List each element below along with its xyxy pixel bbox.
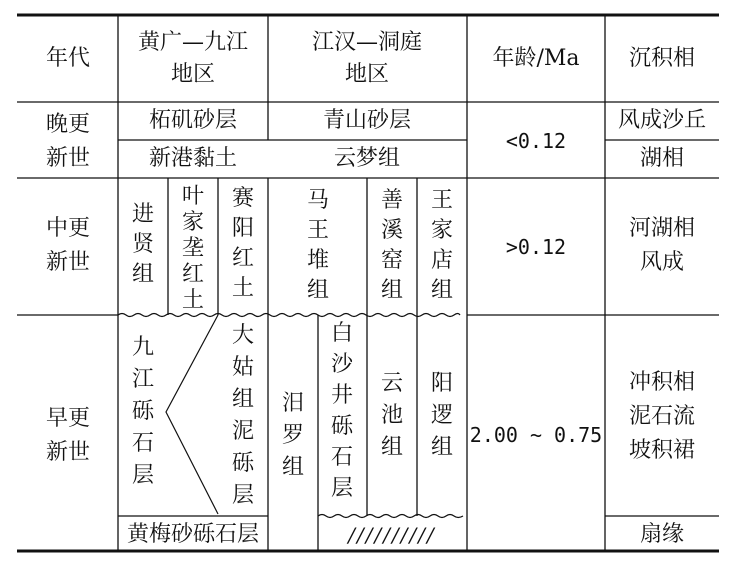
header-era: 年代 xyxy=(45,46,91,71)
header-region-b-line1: 江汉—洞庭 xyxy=(311,30,423,55)
middle-region-a-col-3: 赛阳红土 xyxy=(231,186,254,301)
early-facies-line3: 坡积裙 xyxy=(628,438,696,463)
early-facies-bottom: 扇缘 xyxy=(639,522,685,547)
late-region-b-lower: 云梦组 xyxy=(333,146,401,171)
header-region-a-line2: 地区 xyxy=(170,62,216,87)
middle-region-b-col-3: 王家店组 xyxy=(430,188,453,303)
late-era-line1: 晚更 xyxy=(45,112,91,137)
late-region-a-upper: 柘矶砂层 xyxy=(148,108,238,133)
early-region-a-right: 大姑组泥砾层 xyxy=(231,323,254,508)
early-region-b-col-2: 白沙井砾石层 xyxy=(330,321,353,501)
late-region-b-upper: 青山砂层 xyxy=(322,108,412,133)
early-region-b-col-4: 阳逻组 xyxy=(430,371,453,460)
early-region-b-col-1: 汨罗组 xyxy=(281,391,304,480)
early-facies-line2: 泥石流 xyxy=(628,404,696,429)
late-age: <0.12 xyxy=(505,129,567,153)
middle-facies-line1: 河湖相 xyxy=(628,216,696,241)
middle-region-a-col-2: 叶家垄红土 xyxy=(181,184,204,313)
early-region-a-bottom: 黄梅砂砾石层 xyxy=(126,522,260,547)
early-age: 2.00 ~ 0.75 xyxy=(469,423,603,447)
middle-era-line2: 新世 xyxy=(45,250,91,275)
middle-facies-line2: 风成 xyxy=(639,250,685,275)
late-era-line2: 新世 xyxy=(45,146,91,171)
early-region-b-bottom-hatch: ////////// xyxy=(348,523,436,547)
middle-age: >0.12 xyxy=(505,235,567,259)
middle-era-line1: 中更 xyxy=(45,216,91,241)
header-facies: 沉积相 xyxy=(628,46,696,71)
header-age: 年龄/Ma xyxy=(492,46,580,71)
early-region-b-col-3: 云池组 xyxy=(380,371,403,460)
early-facies-line1: 冲积相 xyxy=(628,370,696,395)
early-era-line1: 早更 xyxy=(45,406,91,431)
middle-region-b-col-1: 马王堆组 xyxy=(306,188,329,303)
header-region-a-line1: 黄广—九江 xyxy=(137,30,249,55)
late-facies-upper: 风成沙丘 xyxy=(617,108,707,133)
late-region-a-lower: 新港黏土 xyxy=(148,146,238,171)
early-region-a-left: 九江砾石层 xyxy=(131,335,154,488)
header-region-b-line2: 地区 xyxy=(344,62,390,87)
middle-region-b-col-2: 善溪窑组 xyxy=(380,188,403,303)
early-era-line2: 新世 xyxy=(45,440,91,465)
middle-region-a-col-1: 进贤组 xyxy=(131,202,154,287)
late-facies-lower: 湖相 xyxy=(639,146,685,171)
